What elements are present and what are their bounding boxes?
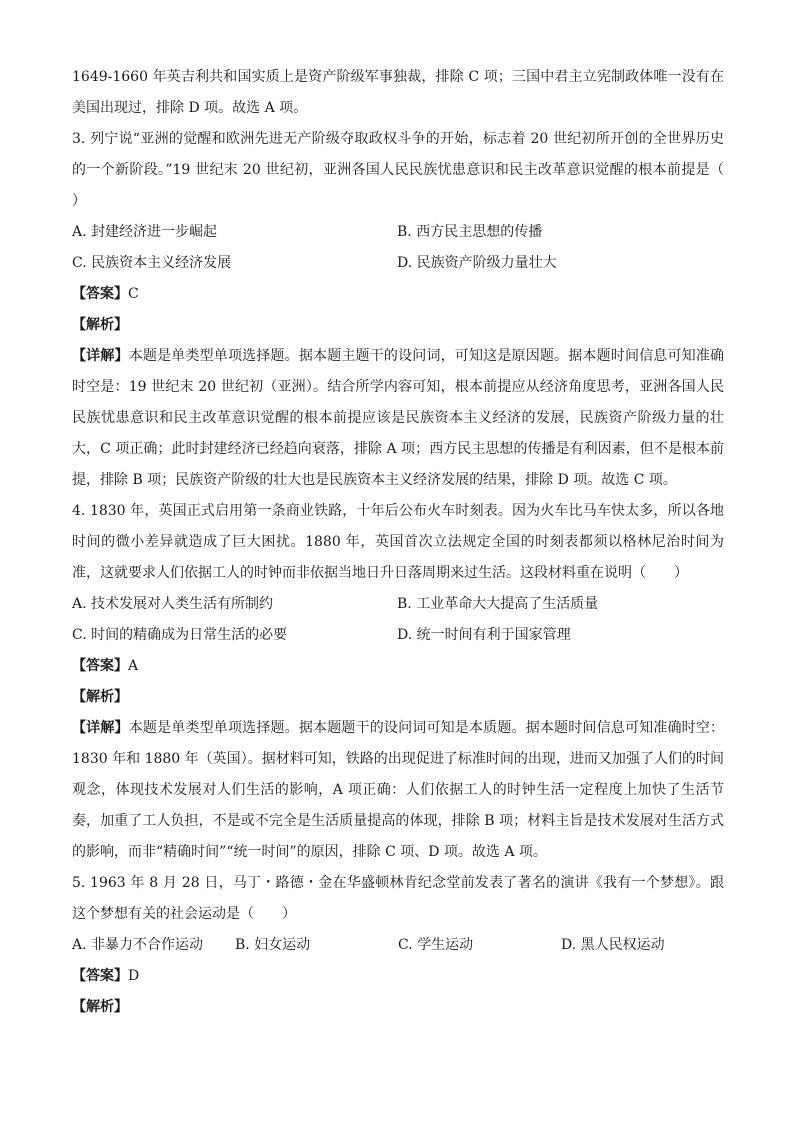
- q3-option-d: D. 民族资产阶级力量壮大: [397, 255, 557, 271]
- q3-detail-text: 本题是单类型单项选择题。据本题主题干的设问词，可知这是原因题。据本题时间信息可知准确时空是：19 世纪末 20 世纪初（亚洲）。结合所学内容可知，根本前提应从经济角度思考，亚洲各国人民民族忧患意识和民主改革意识觉醒的根本前提应该是民族资本主义经济的发展，民族资产阶级力量的壮大，C 项正确；此时封建经济已经趋向衰落，排除 A 项；西方民主思想的传播是有利因素，但不是根本前提，排除 B 项；民族资产阶级的壮大也是民族资本主义经济发展的结果，排除 D 项。故选 C 项。: [72, 348, 725, 488]
- q4-analysis-label: 【解析】: [72, 689, 128, 705]
- q4-stem: 4. 1830 年，英国正式启用第一条商业铁路，十年后公布火车时刻表。因为火车比马车快太多，所以各地时间的微小差异就造成了巨大困扰。1880 年，英国首次立法规定全国的时刻表都须以格林尼治时间为准，这就要求人们依据工人的时钟而非依据当地日升日落周期来过生活。这段材料重在说明（ ）: [72, 503, 724, 581]
- q4-detail-label: 【详解】: [72, 720, 129, 736]
- q3-answer-label: 【答案】: [72, 286, 128, 302]
- q3-option-a: A. 封建经济进一步崛起: [72, 224, 218, 240]
- q4-analysis: [72, 682, 724, 713]
- q3-stem: 3. 列宁说“亚洲的觉醒和欧洲先进无产阶级夺取政权斗争的开始，标志着 20 世纪初所开创的全世界历史的一个新阶段。”19 世纪末 20 世纪初，亚洲各国人民民族忧患意识和民主改革意识觉醒的根本前提是（ ）: [72, 131, 752, 209]
- q2-analysis-tail: 1649-1660 年英吉利共和国实质上是资产阶级军事独裁，排除 C 项；三国中君主立宪制政体唯一没有在美国出现过，排除 D 项。故选 A 项。: [72, 69, 724, 116]
- q3-options-row-2: [72, 248, 724, 279]
- q4-options-row-2: [72, 620, 724, 651]
- q4-options-row-1: [72, 589, 724, 620]
- q4-answer-value: A: [128, 658, 139, 674]
- q4-option-b: B. 工业革命大大提高了生活质量: [397, 596, 599, 612]
- q4-option-c: C. 时间的精确成为日常生活的必要: [72, 627, 288, 643]
- q5-option-d: D. 黑人民权运动: [561, 937, 665, 953]
- q3-analysis-label: 【解析】: [72, 317, 128, 333]
- q4-answer: [72, 651, 724, 682]
- q4-detail: [72, 713, 724, 868]
- document-page: [72, 62, 752, 1023]
- q3-analysis: [72, 310, 724, 341]
- q3-answer-value: C: [128, 286, 139, 302]
- q5-answer-label: 【答案】: [72, 968, 128, 984]
- q4-option-a: A. 技术发展对人类生活有所制约: [72, 596, 274, 612]
- q5-answer-value: D: [128, 968, 140, 984]
- q5-analysis-label: 【解析】: [72, 999, 128, 1015]
- q3-option-b: B. 西方民主思想的传播: [397, 224, 543, 240]
- q5-answer: [72, 961, 724, 992]
- q5-analysis: [72, 992, 724, 1023]
- q4-option-d: D. 统一时间有利于国家管理: [397, 627, 571, 643]
- q5-option-b: B. 妇女运动: [235, 937, 311, 953]
- q3-options-row-1: [72, 217, 724, 248]
- q3-option-c: C. 民族资本主义经济发展: [72, 255, 232, 271]
- q5-option-c: C. 学生运动: [398, 937, 474, 953]
- q5-options-row: [72, 930, 724, 961]
- q3-detail-label: 【详解】: [72, 348, 129, 364]
- q3-answer: [72, 279, 724, 310]
- q4-answer-label: 【答案】: [72, 658, 128, 674]
- q5-stem: 5. 1963 年 8 月 28 日，马丁・路德・金在华盛顿林肯纪念堂前发表了著名的演讲《我有一个梦想》。跟这个梦想有关的社会运动是（ ）: [72, 875, 724, 922]
- q5-option-a: A. 非暴力不合作运动: [72, 937, 204, 953]
- q3-detail: [72, 341, 724, 496]
- q4-detail-text: 本题是单类型单项选择题。据本题题干的设问词可知是本质题。据本题时间信息可知准确时空：1830 年和 1880 年（英国）。据材料可知，铁路的出现促进了标准时间的出现，进而又加强了人们的时间观念，体现技术发展对人们生活的影响，A 项正确：人们依据工人的时钟生活一定程度上加快了生活节奏，加重了工人负担，不是或不完全是生活质量提高的体现，排除 B 项；材料主旨是技术发展对生活方式的影响，而非“精确时间”“统一时间”的原因，排除 C 项、D 项。故选 A 项。: [72, 720, 725, 860]
